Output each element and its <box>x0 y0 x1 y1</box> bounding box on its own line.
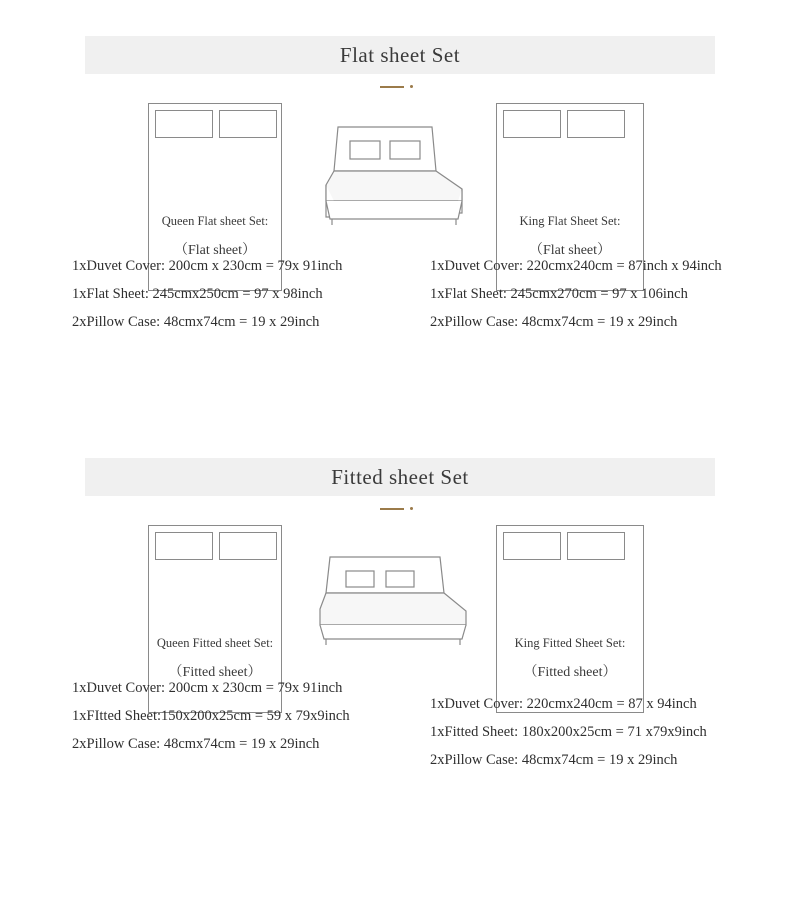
spec-line: 2xPillow Case: 48cmx74cm = 19 x 29inch <box>430 752 678 768</box>
queen-flat-label-line1: Queen Flat sheet Set: <box>161 214 269 228</box>
king-fitted-sheet-diagram <box>496 525 644 713</box>
spec-line: 2xPillow Case: 48cmx74cm = 19 x 29inch <box>72 314 320 330</box>
bed-illustration-icon <box>312 539 482 659</box>
ornament-divider-icon <box>380 505 420 513</box>
queen-fitted-specs <box>72 680 350 764</box>
pillow-icon-left <box>155 110 213 138</box>
ornament-bar <box>380 86 404 88</box>
pillow-icon-right <box>219 110 277 138</box>
section-title: Fitted sheet Set <box>331 464 469 489</box>
pillow-icon-right <box>567 532 625 560</box>
section-fitted-sheet-set <box>0 458 800 768</box>
section-flat-sheet-set <box>0 36 800 333</box>
pillow-icon-left <box>503 110 561 138</box>
king-flat-specs <box>430 258 722 342</box>
spec-line: 1xFlat Sheet: 245cmx250cm = 97 x 98inch <box>72 286 323 302</box>
queen-flat-label-line2: （Flat sheet） <box>173 243 257 258</box>
section-banner <box>85 36 715 74</box>
spec-line: 1xDuvet Cover: 200cm x 230cm = 79x 91inch <box>72 258 343 274</box>
pillow-icon-left <box>155 532 213 560</box>
spec-line: 1xFitted Sheet: 180x200x25cm = 71 x79x9inch <box>430 724 707 740</box>
queen-flat-specs <box>72 258 342 342</box>
ornament-dot <box>410 507 413 510</box>
queen-fitted-label-line2: （Fitted sheet） <box>168 665 262 680</box>
king-flat-label-line1: King Flat Sheet Set: <box>519 214 621 228</box>
pillow-icon-right <box>219 532 277 560</box>
spec-line: 2xPillow Case: 48cmx74cm = 19 x 29inch <box>72 736 320 752</box>
king-fitted-label-line1: King Fitted Sheet Set: <box>514 636 626 650</box>
king-flat-label-line2: （Flat sheet） <box>528 243 612 258</box>
spec-line: 1xDuvet Cover: 220cmx240cm = 87inch x 94inch <box>430 258 722 274</box>
spec-line: 1xFItted Sheet:150x200x25cm = 59 x 79x9inch <box>72 708 350 724</box>
king-fitted-label-line2: （Fitted sheet） <box>523 665 617 680</box>
ornament-dot <box>410 85 413 88</box>
pillow-icon-right <box>567 110 625 138</box>
spec-line: 2xPillow Case: 48cmx74cm = 19 x 29inch <box>430 314 678 330</box>
spec-line: 1xDuvet Cover: 220cmx240cm = 87 x 94inch <box>430 696 697 712</box>
king-fitted-specs <box>430 696 707 780</box>
bed-illustration-icon <box>312 113 482 233</box>
ornament-bar <box>380 508 404 510</box>
pillow-icon-left <box>503 532 561 560</box>
ornament-divider-icon <box>380 83 420 91</box>
queen-fitted-label-line1: Queen Fitted sheet Set: <box>156 636 274 650</box>
spec-line: 1xFlat Sheet: 245cmx270cm = 97 x 106inch <box>430 286 688 302</box>
section-banner <box>85 458 715 496</box>
section-title: Flat sheet Set <box>339 42 461 67</box>
spec-line: 1xDuvet Cover: 200cm x 230cm = 79x 91inch <box>72 680 343 696</box>
